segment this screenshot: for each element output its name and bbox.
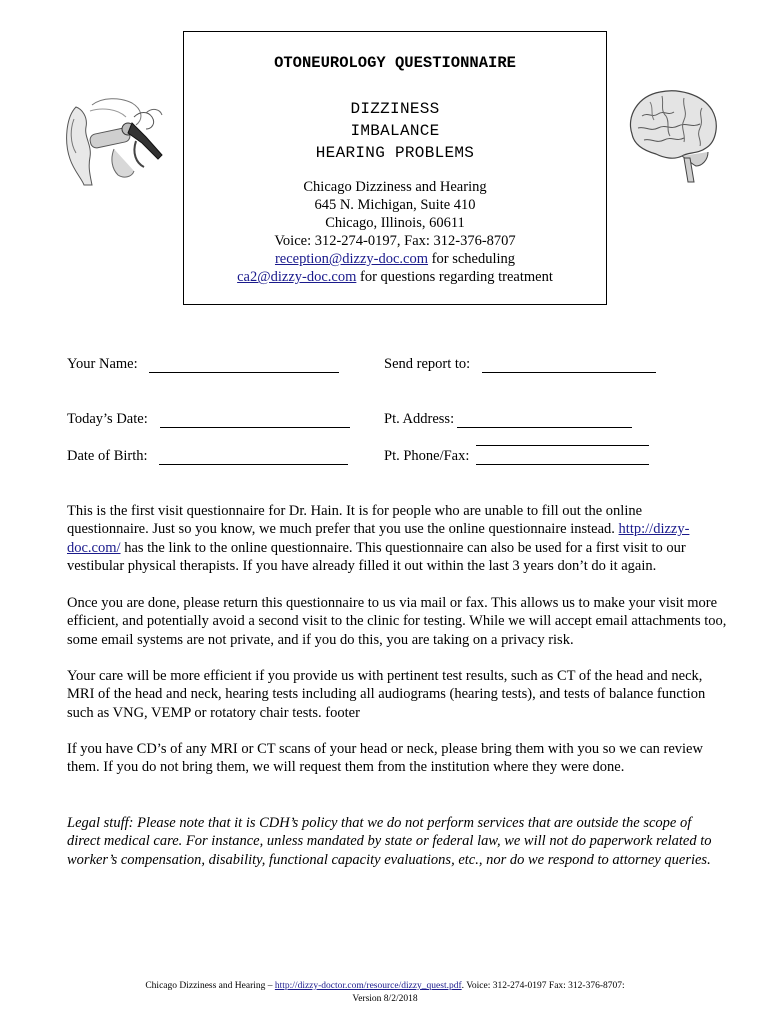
footer-line bbox=[0, 981, 770, 991]
scheduling-line bbox=[184, 251, 606, 268]
your-name-field[interactable] bbox=[149, 372, 339, 373]
todays-date-field[interactable] bbox=[160, 427, 350, 428]
scheduling-text: for scheduling bbox=[428, 251, 516, 267]
brain-icon bbox=[622, 86, 722, 189]
cd-paragraph: If you have CD’s of any MRI or CT scans of your head or neck, please bring them with you so we can review them. If you do not bring them, we will request them from the institution where they were done. bbox=[67, 741, 703, 776]
footer-pdf-link[interactable]: http://dizzy-doctor.com/resource/dizzy_quest.pdf bbox=[274, 981, 462, 991]
treatment-line bbox=[184, 269, 606, 286]
your-name-label: Your Name: bbox=[67, 356, 138, 372]
send-report-field[interactable] bbox=[482, 372, 656, 373]
pt-address-field[interactable] bbox=[457, 427, 632, 428]
intro-paragraph bbox=[67, 502, 727, 576]
dob-label: Date of Birth: bbox=[67, 448, 148, 464]
ear-anatomy-icon bbox=[62, 97, 172, 194]
intro-text: This is the first visit questionnaire for Dr. Hain. It is for people who are unable to fill out the online questionnaire. Just so you know, we much prefer that you use the online questionnaire instead. bbox=[67, 503, 643, 538]
treatment-email-link[interactable]: ca2@dizzy-doc.com bbox=[237, 269, 357, 285]
todays-date-label: Today’s Date: bbox=[67, 411, 148, 427]
send-report-label: Send report to: bbox=[384, 356, 471, 372]
dob-field[interactable] bbox=[159, 464, 348, 465]
legal-paragraph: Legal stuff: Please note that it is CDH’s policy that we do not perform services that are outside the scope of direct medical care. For instance, unless mandated by state or federal law, we will not do paperwork related to worker’s compensation, disability, functional capacity evaluations, etc., nor do we respond to attorney queries. bbox=[67, 815, 712, 868]
pt-address-label: Pt. Address: bbox=[384, 411, 455, 427]
subtitle-dizziness: DIZZINESS bbox=[350, 100, 440, 118]
clinic-street: 645 N. Michigan, Suite 410 bbox=[314, 197, 476, 213]
return-paragraph: Once you are done, please return this questionnaire to us via mail or fax. This allows us to make your visit more efficient, and potentially avoid a second visit to the clinic for testing. While we will accept email attachments too, some email systems are not private, and if you do this, you are taking on a privacy risk. bbox=[67, 595, 727, 648]
footer-prefix: Chicago Dizziness and Hearing – bbox=[145, 981, 275, 991]
clinic-phones: Voice: 312-274-0197, Fax: 312-376-8707 bbox=[274, 233, 516, 249]
pt-address-field-line2[interactable] bbox=[476, 445, 649, 446]
scheduling-email-link[interactable]: reception@dizzy-doc.com bbox=[274, 251, 429, 267]
subtitle-imbalance: IMBALANCE bbox=[350, 122, 440, 140]
clinic-city: Chicago, Illinois, 60611 bbox=[325, 215, 465, 231]
subtitle-hearing-problems: HEARING PROBLEMS bbox=[315, 144, 475, 162]
treatment-text: for questions regarding treatment bbox=[356, 269, 553, 285]
footer-version: Version 8/2/2018 bbox=[352, 994, 418, 1004]
intro-text-cont: has the link to the online questionnaire. This questionnaire can also be used for a first visit to our vestibular physical therapists. If you have already filled it out within the last 3 years don’t do it again. bbox=[67, 539, 686, 575]
online-questionnaire-link[interactable]: http://dizzy-doc.com/ bbox=[67, 521, 690, 556]
header-box bbox=[183, 31, 607, 305]
test-results-paragraph: Your care will be more efficient if you provide us with pertinent test results, such as CT of the head and neck, MRI of the head and neck, hearing tests including all audiograms (hearing tests), and tests of balance function such as VNG, VEMP or rotatory chair tests. footer bbox=[67, 668, 706, 721]
clinic-name: Chicago Dizziness and Hearing bbox=[303, 179, 487, 195]
pt-phone-label: Pt. Phone/Fax: bbox=[384, 448, 470, 464]
form-title: OTONEUROLOGY QUESTIONNAIRE bbox=[274, 54, 516, 72]
footer-suffix: . Voice: 312-274-0197 Fax: 312-376-8707: bbox=[461, 981, 625, 991]
pt-phone-field[interactable] bbox=[476, 464, 649, 465]
